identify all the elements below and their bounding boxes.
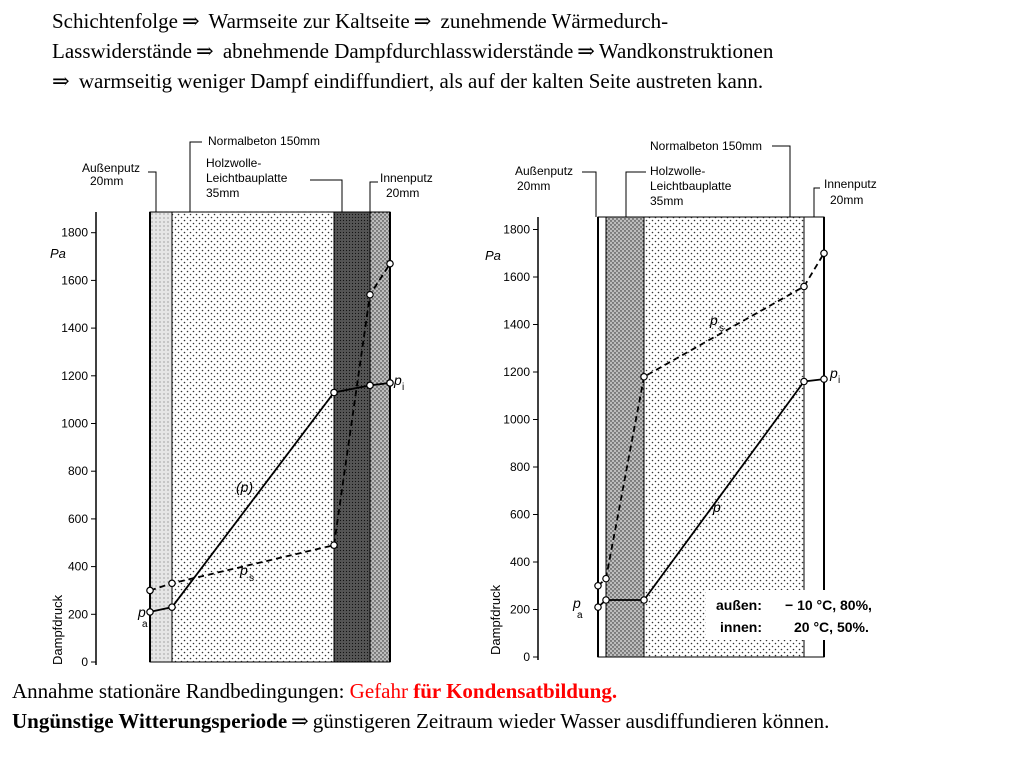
implies-arrow-icon: ⇒	[577, 39, 595, 63]
data-point	[331, 542, 337, 548]
bottom-line-2	[12, 706, 1022, 736]
diffusion-diagram	[30, 120, 920, 675]
y-tick-label: 600	[509, 507, 530, 522]
text-warmseite: Warmseite zur Kaltseite	[208, 9, 410, 33]
y-tick-label: 1800	[503, 222, 530, 237]
y-tick-label: 1400	[61, 321, 88, 336]
y-tick-label: 1600	[61, 273, 88, 288]
left-label-aussenputz-thk: 20mm	[90, 174, 124, 188]
left-label-normalbeton: Normalbeton 150mm	[208, 134, 321, 148]
right-label-innenputz-thk: 20mm	[830, 193, 864, 207]
text-lasswiderstaende: Lasswiderstände	[52, 39, 192, 63]
right-layer-hwl	[606, 217, 644, 657]
data-point	[367, 292, 373, 298]
left-y-ticks	[61, 226, 96, 669]
y-tick-label: 1800	[61, 225, 88, 240]
y-tick-label: 200	[509, 602, 530, 617]
left-layer-hwl	[334, 212, 370, 662]
left-label-pa-sub: a	[142, 619, 148, 630]
data-point	[821, 376, 827, 382]
top-line-3	[52, 66, 1012, 96]
y-tick-label: 1400	[503, 317, 530, 332]
y-tick-label: 600	[67, 511, 88, 526]
left-diagram	[50, 134, 433, 669]
right-y-ticks	[503, 223, 538, 665]
y-tick-label: 400	[67, 559, 88, 574]
text-ausdiffundieren: günstigeren Zeitraum wieder Wasser ausdiffundieren können.	[312, 709, 830, 733]
left-y-axis-label: Dampfdruck	[50, 594, 65, 665]
left-label-p-paren: (p)	[236, 479, 254, 495]
y-tick-label: 200	[67, 607, 88, 622]
text-schichtenfolge: Schichtenfolge	[52, 9, 178, 33]
left-label-holzwolle-1: Holzwolle-	[206, 156, 262, 170]
diffusion-figure	[30, 120, 920, 675]
implies-arrow-icon: ⇒	[52, 69, 70, 93]
right-label-ps: p	[710, 312, 718, 328]
y-tick-label: 800	[509, 460, 530, 474]
right-label-holzwolle-thk: 35mm	[650, 194, 684, 208]
bottom-line-1	[12, 676, 1022, 706]
data-point	[821, 250, 827, 256]
text-gefahr: Gefahr	[349, 679, 408, 703]
right-label-pa-sub: a	[577, 610, 583, 621]
right-label-normalbeton: Normalbeton 150mm	[650, 139, 763, 153]
cond-aussen-label: außen:	[716, 597, 762, 613]
y-tick-label: 1600	[503, 270, 530, 284]
y-tick-label: 1000	[61, 416, 88, 431]
y-tick-label: 0	[523, 650, 530, 664]
right-label-aussenputz-thk: 20mm	[517, 179, 551, 193]
data-point	[641, 597, 647, 603]
data-point	[801, 283, 807, 289]
data-point	[641, 374, 647, 380]
data-point	[367, 382, 373, 388]
right-label-pa: p	[573, 595, 581, 611]
top-line-1	[52, 6, 1012, 36]
left-label-pa: p	[138, 604, 146, 620]
data-point	[387, 380, 393, 386]
cond-aussen-value: − 10 °C, 80%,	[785, 597, 872, 613]
left-layer-aussenputz	[150, 212, 172, 662]
text-zunehmende: zunehmende Wärmedurch-	[440, 9, 669, 33]
right-label-pi-sub: i	[838, 375, 841, 386]
data-point	[595, 583, 601, 589]
left-layer-beton	[172, 212, 334, 662]
cond-innen-label: innen:	[720, 619, 762, 635]
right-label-aussenputz: Außenputz	[515, 164, 574, 178]
implies-arrow-icon: ⇒	[181, 9, 200, 33]
left-label-ps: p	[240, 562, 248, 578]
data-point	[147, 609, 153, 615]
left-label-innenputz-thk: 20mm	[386, 186, 420, 200]
y-tick-label: 1200	[61, 368, 88, 383]
implies-arrow-icon: ⇒	[195, 39, 214, 63]
right-y-axis-label: Dampfdruck	[488, 584, 503, 655]
data-point	[387, 261, 393, 267]
text-annahme: Annahme stationäre Randbedingungen:	[12, 679, 345, 703]
right-diagram	[485, 139, 906, 664]
cond-innen-value: 20 °C, 50%.	[794, 619, 869, 635]
left-label-innenputz: Innenputz	[380, 171, 433, 185]
implies-arrow-icon: ⇒	[291, 709, 309, 733]
left-label-holzwolle-thk: 35mm	[206, 186, 240, 200]
left-label-pi-sub: i	[402, 382, 405, 393]
right-label-holzwolle-2: Leichtbauplatte	[650, 179, 732, 193]
y-tick-label: 0	[81, 655, 88, 669]
right-label-p: p	[713, 499, 721, 515]
right-label-pi: p	[830, 365, 838, 381]
text-witterungsperiode: Ungünstige Witterungsperiode	[12, 709, 288, 733]
top-paragraph	[52, 6, 1012, 96]
text-kondensat: für Kondensatbildung.	[413, 679, 618, 703]
bottom-paragraph	[12, 676, 1022, 736]
data-point	[147, 587, 153, 593]
y-tick-label: 1000	[503, 412, 530, 427]
data-point	[595, 604, 601, 610]
left-label-pi: p	[394, 372, 402, 388]
data-point	[169, 604, 175, 610]
right-label-ps-sub: s	[719, 323, 724, 334]
text-abnehmende: abnehmende Dampfdurchlasswiderstände	[222, 39, 574, 63]
data-point	[603, 575, 609, 581]
y-tick-label: 400	[509, 555, 530, 569]
data-point	[169, 580, 175, 586]
top-line-2	[52, 36, 1012, 66]
right-unit-label: Pa	[485, 248, 501, 263]
text-wandkonstruktionen: Wandkonstruktionen	[598, 39, 774, 63]
left-label-ps-sub: s	[249, 573, 254, 584]
right-label-innenputz: Innenputz	[824, 177, 877, 191]
text-warmseitig: warmseitig weniger Dampf eindiffundiert, als auf der kalten Seite austreten kann.	[78, 69, 764, 93]
right-layer-aussenputz	[598, 217, 606, 657]
left-unit-label: Pa	[50, 246, 66, 261]
data-point	[603, 597, 609, 603]
left-label-aussenputz: Außenputz	[82, 161, 141, 175]
implies-arrow-icon: ⇒	[413, 9, 432, 33]
left-label-holzwolle-2: Leichtbauplatte	[206, 171, 288, 185]
data-point	[331, 389, 337, 395]
y-tick-label: 1200	[503, 365, 530, 379]
data-point	[801, 378, 807, 384]
right-label-holzwolle-1: Holzwolle-	[650, 164, 706, 178]
y-tick-label: 800	[67, 464, 88, 479]
